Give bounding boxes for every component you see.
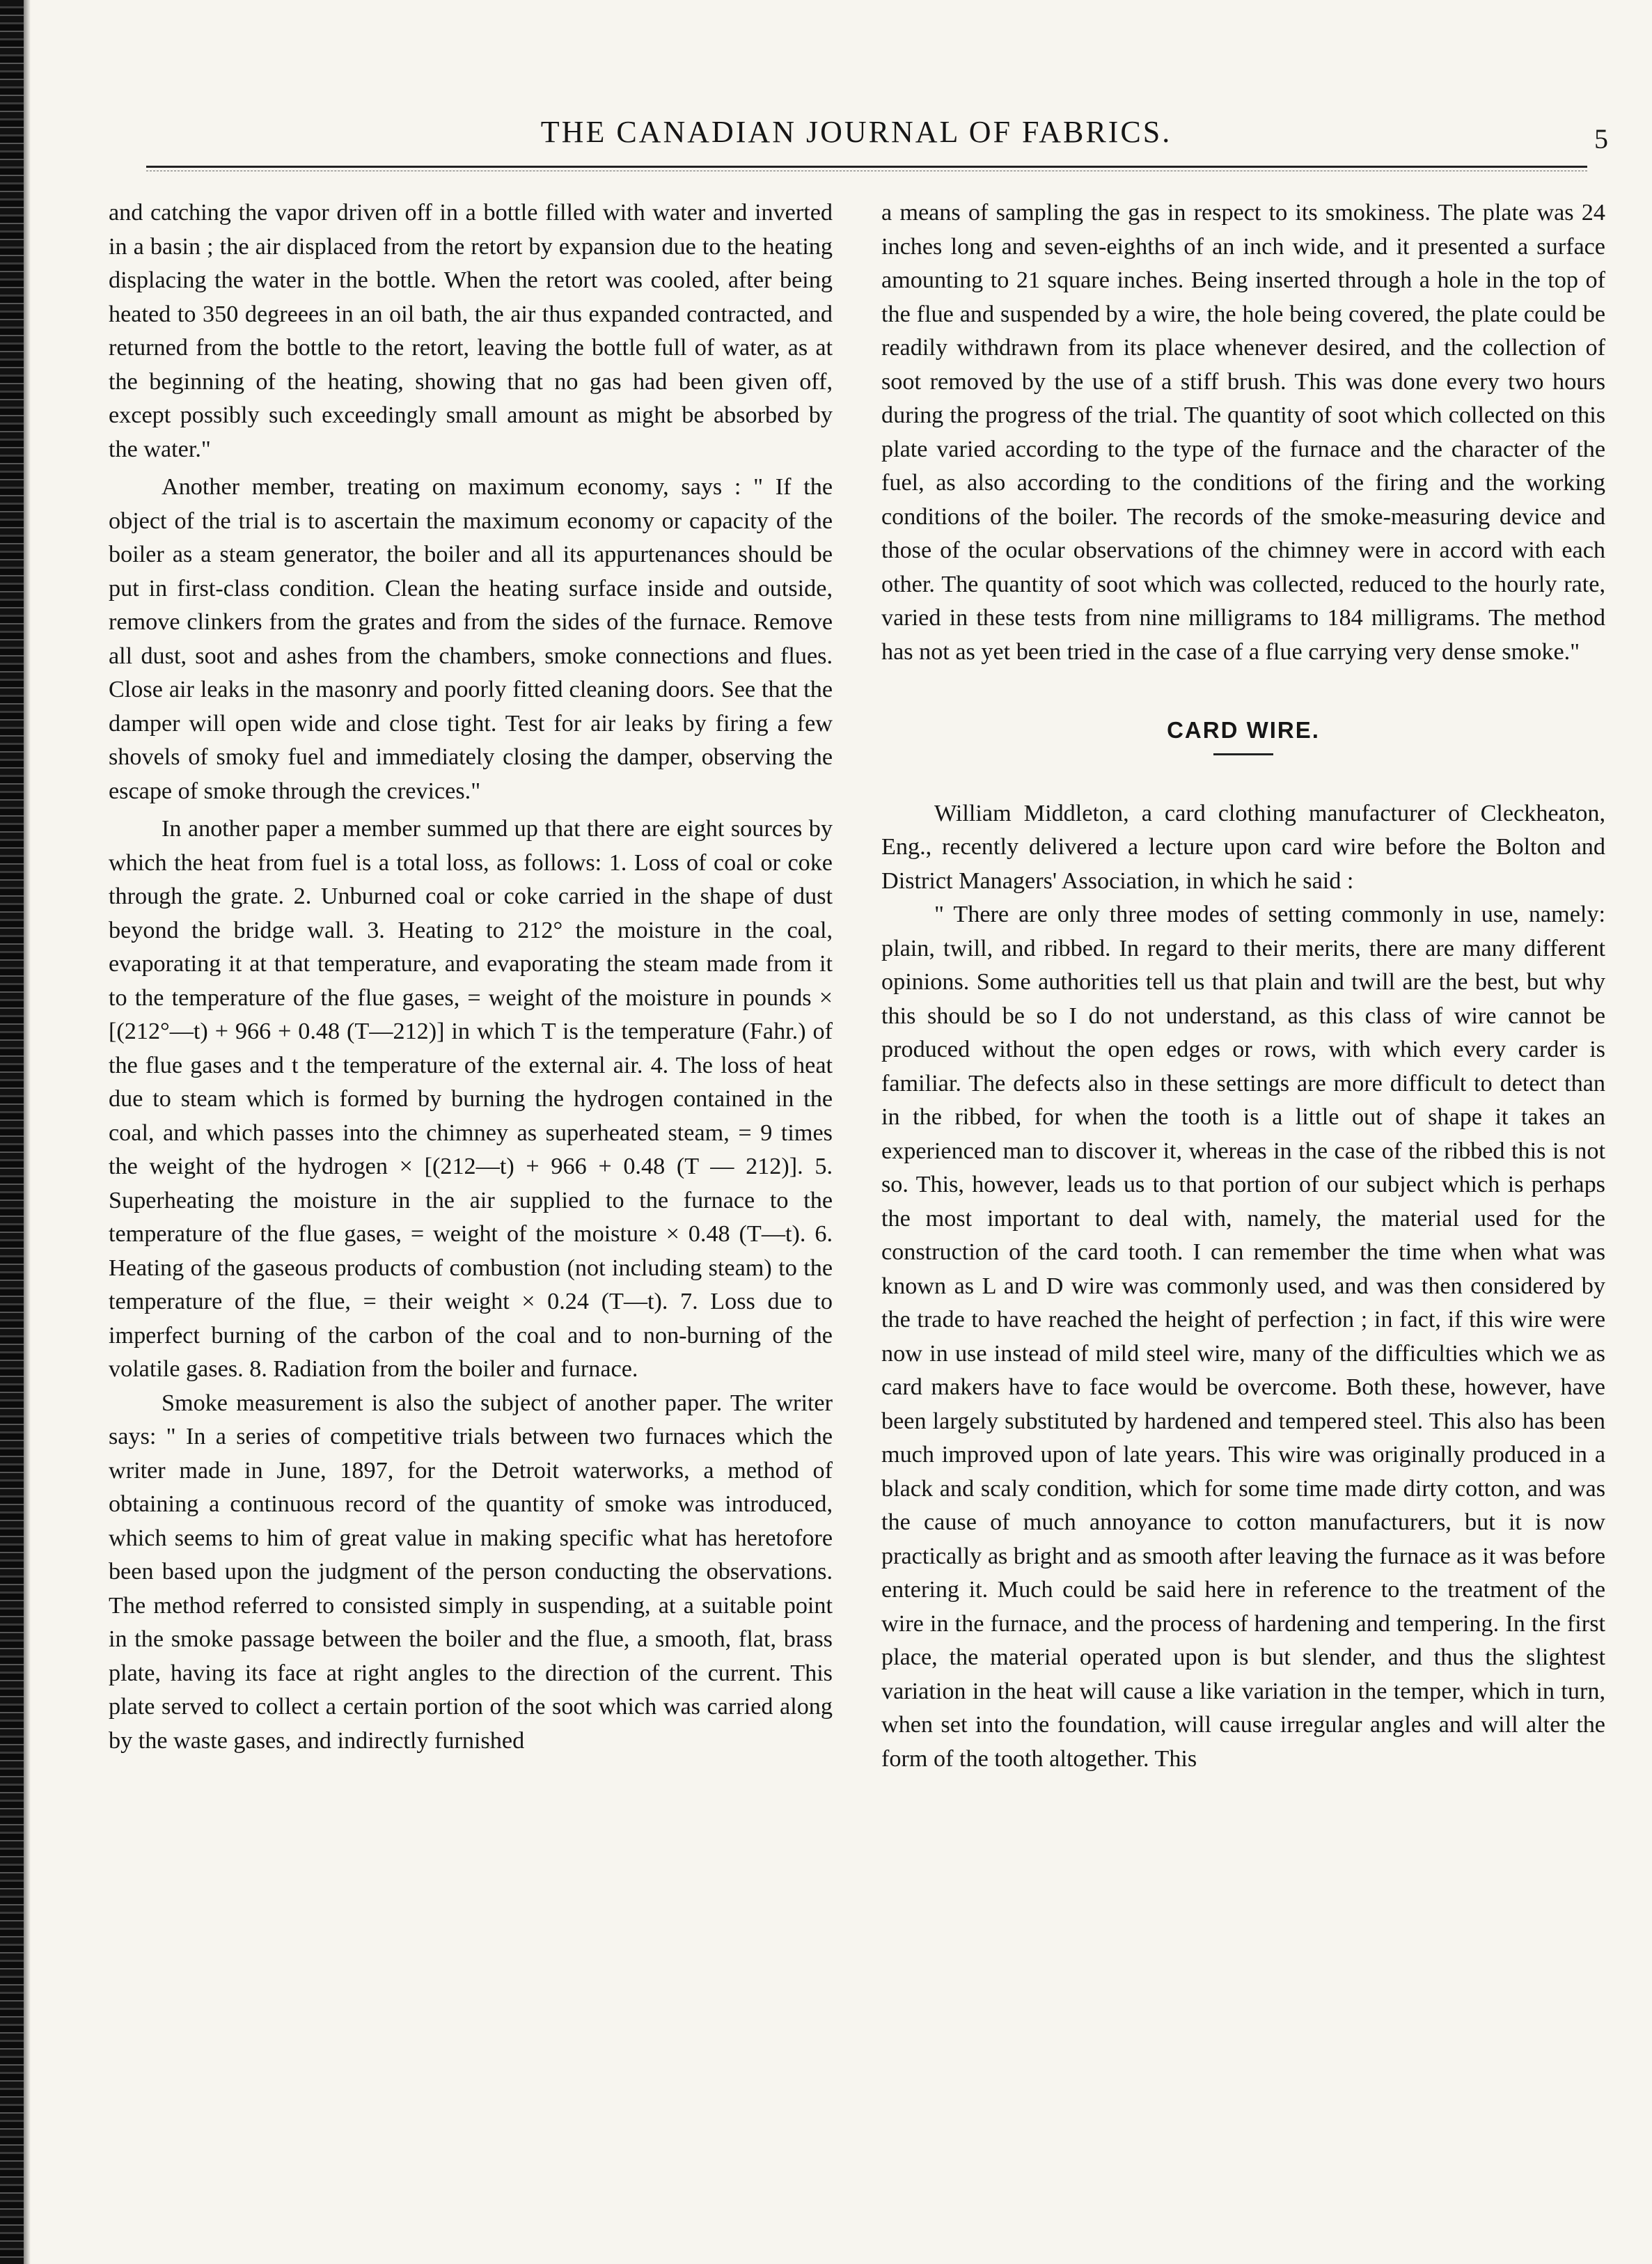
binding-shadow	[24, 0, 31, 2264]
left-paragraph-1: and catching the vapor driven off in a bottle filled with water and inverted in a basin ; the air displaced from the retort by expansion due to the heating displacing the water in the bottle. When the retort was cooled, after being heated to 350 degreees in an oil bath, the air thus expanded contracted, and returned from the bottle to the retort, leaving the bottle full of water, as at the beginning of the heating, showing that no gas had been given off, except possibly such exceedingly small amount as might be absorbed by the water."	[109, 200, 833, 462]
running-title: THE CANADIAN JOURNAL OF FABRICS.	[540, 115, 1172, 149]
right-paragraph-3: " There are only three modes of setting commonly in use, namely: plain, twill, and ribbed. In regard to their merits, there are many different opinions. Some authorities tell us that plain and twill are the best, but why this should be so I do not understand, as this class of wire cannot be produced without the open edges or rows, with which every carder is familiar. The defects also in these settings are more difficult to detect than in the ribbed, for when the tooth is a little out of shape it takes an experienced man to discover it, whereas in the case of the ribbed this is not so. This, however, leads us to that portion of our subject which is perhaps the most important to deal with, namely, the material used for the construction of the card tooth. I can remember the time when what was known as L and D wire was commonly used, and was then considered by the trade to have reached the height of perfection ; in fact, if this wire were now in use instead of mild steel wire, many of the difficulties which we as card makers have to face would be overcome. Both these, however, have been largely substituted by hardened and tempered steel. This also has been much improved upon of late years. This wire was originally produced in a black and scaly condition, which for some time made dirty cotton, and was the cause of much annoyance to cotton manufacturers, but it is now practically as bright and as smooth after leaving the furnace as it was before entering it. Much could be said here in reference to the treatment of the wire in the furnace, and the process of hardening and tempering. In the first place, the material operated upon is but slender, and thus the slightest variation in the heat will cause a like variation in the temper, which in turn, when set into the foundation, will cause irregular angles and will alter the form of the tooth altogether. This	[881, 902, 1605, 1772]
page-binding-edge	[0, 0, 24, 2264]
left-paragraph-3: In another paper a member summed up that there are eight sources by which the heat from fuel is a total loss, as follows: 1. Loss of coal or coke through the grate. 2. Unburned coal or coke carried in the shape of dust beyond the bridge wall. 3. Heating to 212° the moisture in the coal, evaporating it at that temperature, and evaporating the steam made from it to the temperature of the flue gases, = weight of the moisture in pounds × [(212°—t) + 966 + 0.48 (T—212)] in which T is the temperature (Fahr.) of the flue gases and t the temperature of the external air. 4. The loss of heat due to steam which is formed by burning the hydrogen contained in the coal, and which passes into the chimney as superheated steam, = 9 times the weight of the hydrogen × [(212—t) + 966 + 0.48 (T — 212)]. 5. Superheating the moisture in the air supplied to the furnace to the temperature of the flue gases, = weight of the moisture × 0.48 (T—t). 6. Heating of the gaseous products of combustion (not including steam) to the temperature of the flue, = their weight × 0.24 (T—t). 7. Loss due to imperfect burning of the carbon of the coal and to non-burning of the volatile gases. 8. Radiation from the boiler and furnace.	[109, 816, 833, 1382]
section-heading-card-wire: CARD WIRE.	[1167, 717, 1320, 743]
left-column	[109, 196, 833, 1758]
page-header	[104, 110, 1608, 159]
header-rule	[146, 166, 1587, 168]
page-number: 5	[1594, 123, 1608, 155]
left-paragraph-4: Smoke measurement is also the subject of another paper. The writer says: " In a series of competitive trials between two furnaces which the writer made in June, 1897, for the Detroit waterworks, a method of obtaining a continuous record of the quantity of smoke was introduced, which seems to him of great value in making specific what has heretofore been based upon the judgment of the person conducting the observations. The method referred to consisted simply in suspending, at a suitable point in the smoke passage between the boiler and the flue, a smooth, flat, brass plate, having its face at right angles to the direction of the current. This plate served to collect a certain portion of the soot which was carried along by the waste gases, and indirectly furnished	[109, 1390, 833, 1754]
section-heading-rule	[1213, 753, 1273, 755]
left-paragraph-2: Another member, treating on maximum economy, says : " If the object of the trial is to ascertain the maximum economy or capacity of the boiler as a steam generator, the boiler and all its appurtenances should be put in first-class condition. Clean the heating surface inside and outside, remove clinkers from the grates and from the sides of the furnace. Remove all dust, soot and ashes from the chambers, smoke connections and flues. Close air leaks in the masonry and poorly fitted cleaning doors. See that the damper will open wide and close tight. Test for air leaks by firing a few shovels of smoky fuel and immediately closing the damper, observing the escape of smoke through the crevices."	[109, 474, 833, 804]
right-paragraph-1: a means of sampling the gas in respect to its smokiness. The plate was 24 inches long and seven-eighths of an inch wide, and it presented a surface amounting to 21 square inches. Being inserted through a hole in the top of the flue and suspended by a wire, the hole being covered, the plate could be readily withdrawn from its place whenever desired, and the collection of soot removed by the use of a stiff brush. This was done every two hours during the progress of the trial. The quantity of soot which collected on this plate varied according to the type of the furnace and the character of the fuel, as also according to the conditions of the firing and the working conditions of the boiler. The records of the smoke-measuring device and those of the ocular observations of the chimney were in accord with each other. The quantity of soot which was collected, reduced to the hourly rate, varied in these tests from nine milligrams to 184 milligrams. The method has not as yet been tried in the case of a flue carrying very dense smoke."	[881, 200, 1605, 665]
right-paragraph-2: William Middleton, a card clothing manufacturer of Cleckheaton, Eng., recently delivered a lecture upon card wire before the Bolton and District Managers' Association, in which he said :	[881, 800, 1605, 894]
right-column	[881, 196, 1605, 1776]
